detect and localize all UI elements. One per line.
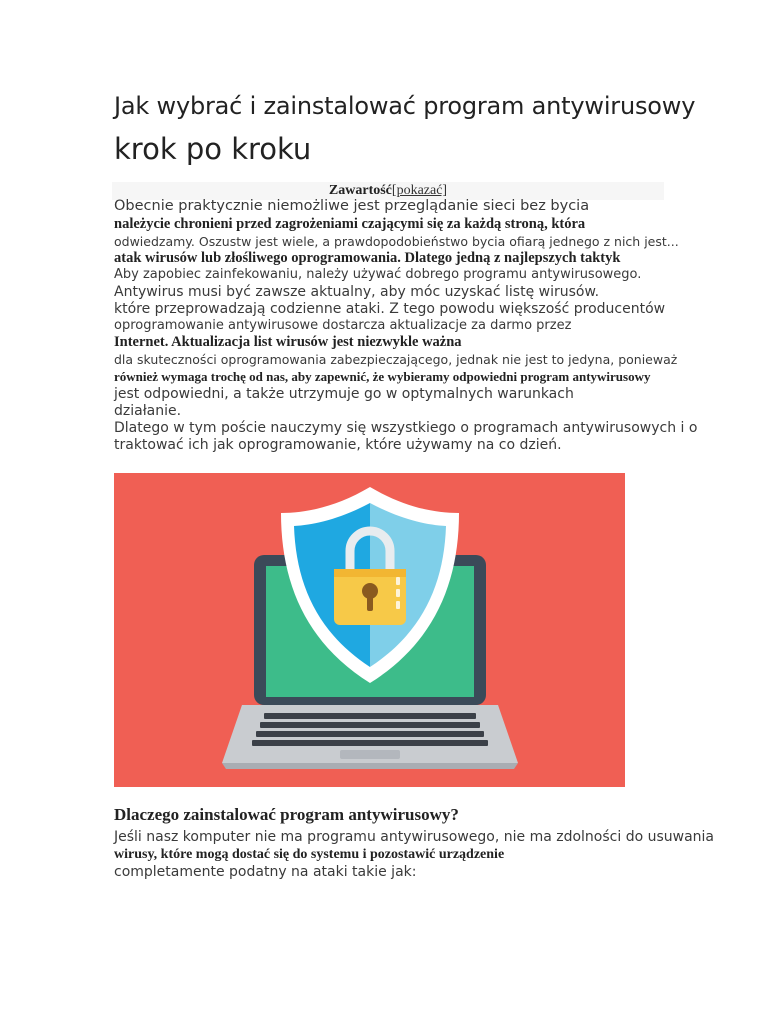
intro-line: należycie chronieni przed zagrożeniami czającymi się za każdą stroną, która xyxy=(114,216,586,232)
intro-line: oprogramowanie antywirusowe dostarcza aktualizacje za darmo przez xyxy=(114,318,572,333)
section-heading: Dlaczego zainstalować program antywirusowy? xyxy=(114,805,459,824)
intro-line: odwiedzamy. Oszustw jest wiele, a prawdopodobieństwo bycia ofiarą jednego z nich jest... xyxy=(114,234,679,249)
intro-line: Antywirus musi być zawsze aktualny, aby móc uzyskać listę wirusów. xyxy=(114,284,600,300)
intro-line: działanie. xyxy=(114,403,182,419)
intro-line: atak wirusów lub złośliwego oprogramowania. Dlatego jedną z najlepszych taktyk xyxy=(114,250,621,266)
toc-show-link[interactable]: [pokazać] xyxy=(391,183,448,198)
intro-line: dla skuteczności oprogramowania zabezpieczającego, jednak nie jest to jedyna, ponieważ xyxy=(114,352,678,367)
page-title-line-1: Jak wybrać i zainstalować program antywirusowy xyxy=(114,92,696,120)
intro-line: traktować ich jak oprogramowanie, które używamy na co dzień. xyxy=(114,437,562,453)
intro-line: jest odpowiedni, a także utrzymuje go w optymalnych warunkach xyxy=(114,386,574,402)
intro-line: Internet. Aktualizacja list wirusów jest niezwykle ważna xyxy=(114,334,462,350)
intro-line: Aby zapobiec zainfekowaniu, należy używać dobrego programu antywirusowego. xyxy=(114,267,642,282)
intro-line: które przeprowadzają codzienne ataki. Z tego powodu większość producentów xyxy=(114,301,666,317)
section-line: Jeśli nasz komputer nie ma programu antywirusowego, nie ma zdolności do usuwania xyxy=(114,829,715,845)
section-line: wirusy, które mogą dostać się do systemu i pozostawić urządzenie xyxy=(114,847,505,862)
antivirus-hero-image xyxy=(114,473,625,787)
section-line: completamente podatny na ataki takie jak: xyxy=(114,864,417,880)
toc-label: Zawartość xyxy=(328,183,392,198)
page-title-line-2: krok po kroku xyxy=(114,132,312,166)
intro-line: Obecnie praktycznie niemożliwe jest przeglądanie sieci bez bycia xyxy=(114,198,590,214)
intro-line: Dlatego w tym poście nauczymy się wszystkiego o programach antywirusowych i o xyxy=(114,420,698,436)
intro-line: również wymaga trochę od nas, aby zapewnić, że wybieramy odpowiedni program antywirusowy xyxy=(114,369,651,384)
